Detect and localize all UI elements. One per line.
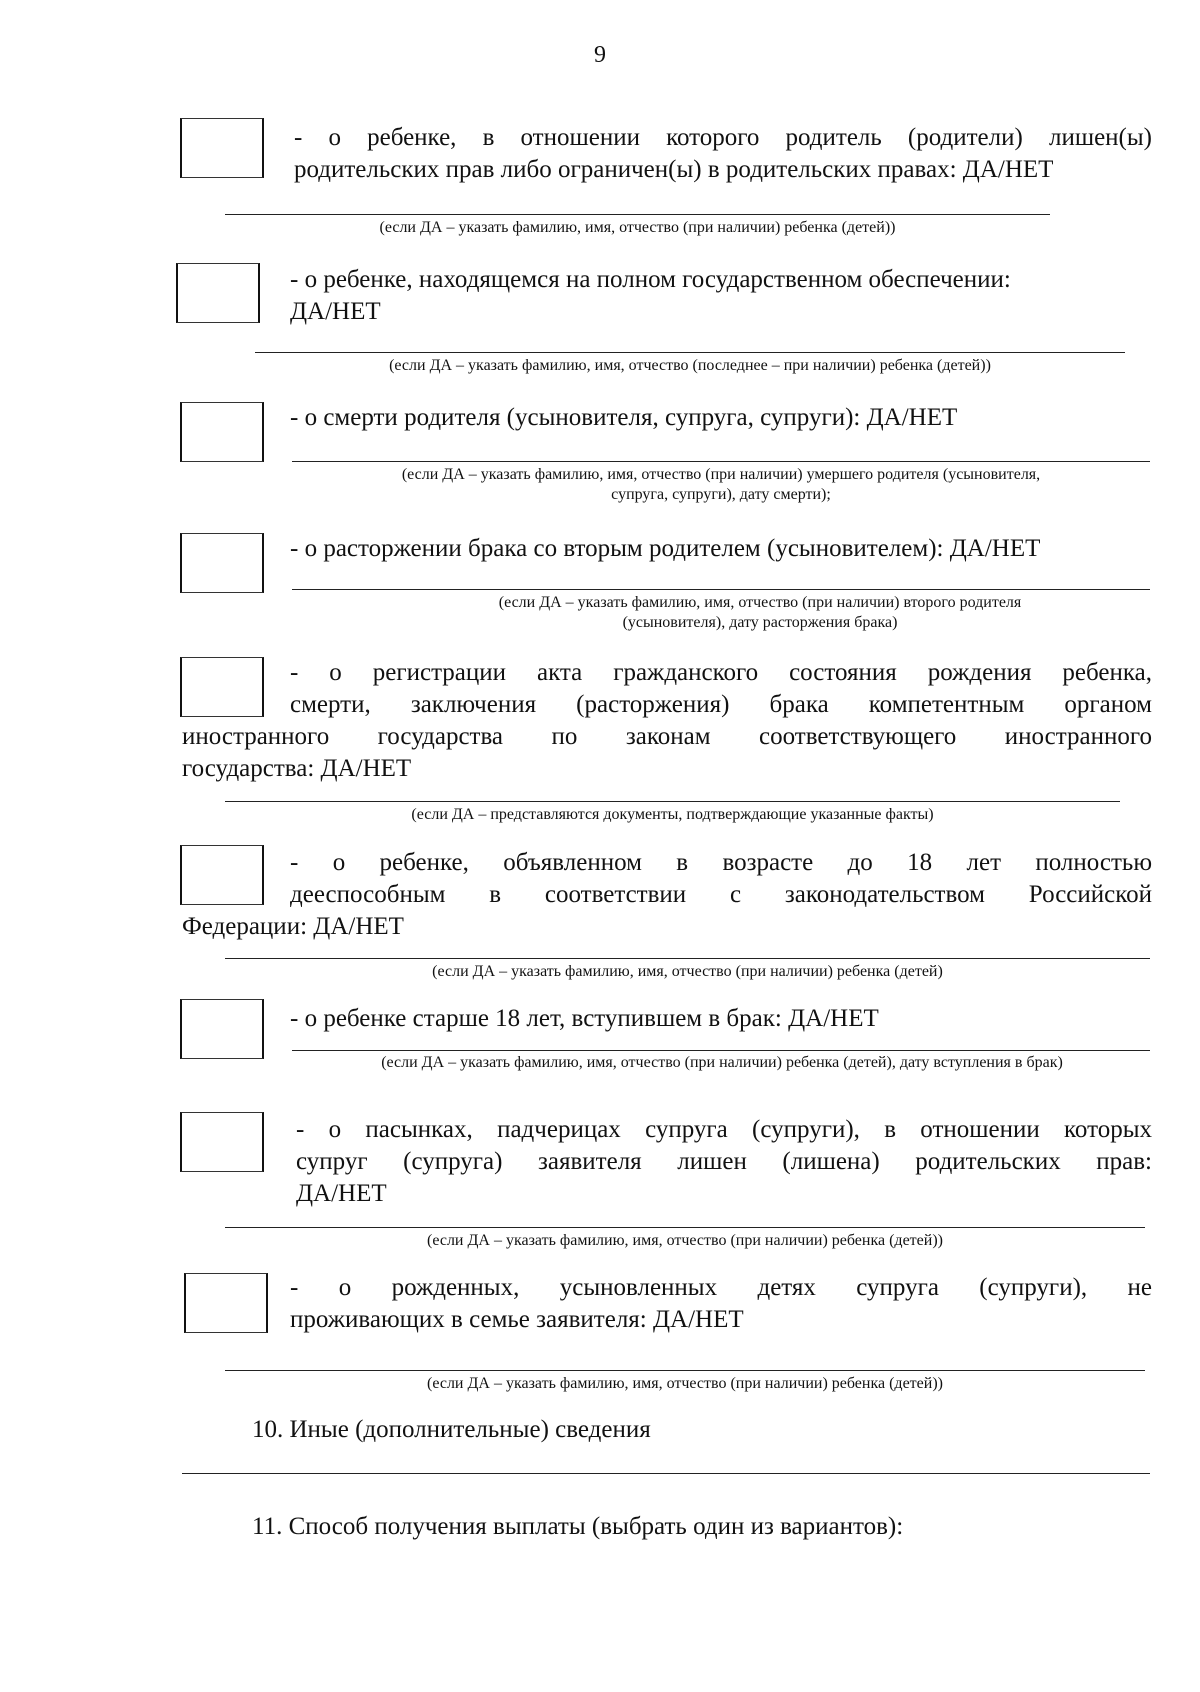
fill-line-item-5[interactable] — [225, 801, 1120, 802]
note-line: (если ДА – указать фамилию, имя, отчество (при наличии) ребенка (детей)) — [427, 1375, 943, 1392]
checkbox-item-8[interactable] — [180, 1112, 264, 1172]
item-6-note — [225, 962, 1150, 982]
item-line: - о смерти родителя (усыновителя, супруга, супруги): ДА/НЕТ — [290, 404, 958, 431]
note-line: (если ДА – указать фамилию, имя, отчество (последнее – при наличии) ребенка (детей)) — [389, 357, 991, 374]
checkbox-item-9[interactable] — [184, 1273, 268, 1333]
fill-line-item-2[interactable] — [255, 352, 1125, 353]
item-line: смерти, заключения (расторжения) брака компетентным органом — [290, 691, 1152, 718]
checkbox-item-7[interactable] — [180, 999, 264, 1059]
fill-line-item-8[interactable] — [225, 1227, 1145, 1228]
note-line: (если ДА – указать фамилию, имя, отчество (при наличии) ребенка (детей) — [432, 963, 943, 980]
item-8-note — [225, 1231, 1145, 1251]
item-line: - о ребенке, объявленном в возрасте до 18 лет полностью — [290, 849, 1152, 876]
item-line: ДА/НЕТ — [290, 298, 381, 325]
fill-line-item-1[interactable] — [225, 214, 1050, 215]
fill-line-item-4[interactable] — [292, 589, 1150, 590]
item-line: родительских прав либо ограничен(ы) в родительских правах: ДА/НЕТ — [294, 156, 1054, 183]
fill-line-item-3[interactable] — [292, 461, 1150, 462]
fill-line-item-6[interactable] — [225, 958, 1150, 959]
section-11-heading: 11. Способ получения выплаты (выбрать один из вариантов): — [252, 1513, 904, 1540]
note-line: (если ДА – указать фамилию, имя, отчество (при наличии) второго родителя — [498, 594, 1022, 611]
item-6-text — [182, 847, 1152, 943]
item-line: супруг (супруга) заявителя лишен (лишена) родительских прав: — [296, 1148, 1152, 1175]
item-5-note — [225, 805, 1120, 825]
item-line: - о ребенке старше 18 лет, вступившем в брак: ДА/НЕТ — [290, 1005, 879, 1032]
page-number: 9 — [594, 42, 606, 68]
item-line: - о ребенке, в отношении которого родитель (родители) лишен(ы) — [294, 124, 1152, 151]
fill-line-item-9[interactable] — [225, 1370, 1145, 1371]
item-9-note — [225, 1374, 1145, 1394]
checkbox-item-4[interactable] — [180, 533, 264, 593]
note-line: (если ДА – указать фамилию, имя, отчество (при наличии) умершего родителя (усыновителя, — [401, 466, 1041, 483]
fill-line-section-10[interactable] — [182, 1473, 1150, 1474]
item-5-text — [182, 657, 1152, 785]
item-line: Федерации: ДА/НЕТ — [182, 913, 404, 940]
item-line: ДА/НЕТ — [296, 1180, 387, 1207]
item-2-note — [255, 356, 1125, 376]
item-line: - о рожденных, усыновленных детях супруга (супруги), не — [290, 1274, 1152, 1301]
item-line: - о пасынках, падчерицах супруга (супруги), в отношении которых — [296, 1116, 1152, 1143]
checkbox-item-2[interactable] — [176, 263, 260, 323]
note-line: (усыновителя), дату расторжения брака) — [622, 614, 898, 631]
checkbox-item-1[interactable] — [180, 118, 264, 178]
item-7-note — [282, 1053, 1162, 1073]
item-2-text — [290, 264, 1152, 328]
item-line: - о регистрации акта гражданского состояния рождения ребенка, — [290, 659, 1152, 686]
item-line: государства: ДА/НЕТ — [182, 755, 412, 782]
item-line: - о расторжении брака со вторым родителем (усыновителем): ДА/НЕТ — [290, 535, 1041, 562]
note-line: (если ДА – представляются документы, подтверждающие указанные факты) — [411, 806, 934, 823]
note-line: (если ДА – указать фамилию, имя, отчество (при наличии) ребенка (детей)) — [379, 219, 896, 236]
note-line: супруга, супруги), дату смерти); — [611, 486, 831, 503]
note-line: (если ДА – указать фамилию, имя, отчество (при наличии) ребенка (детей), дату вступления в брак) — [381, 1054, 1063, 1071]
item-4-text — [290, 533, 1152, 565]
item-3-note — [292, 465, 1150, 505]
item-line: дееспособным в соответствии с законодательством Российской — [290, 881, 1152, 908]
note-line: (если ДА – указать фамилию, имя, отчество (при наличии) ребенка (детей)) — [427, 1232, 943, 1249]
item-line: иностранного государства по законам соответствующего иностранного — [182, 723, 1152, 750]
item-1-note — [225, 218, 1050, 238]
item-4-note — [410, 593, 1110, 633]
item-line: - о ребенке, находящемся на полном государственном обеспечении: — [290, 266, 1011, 293]
checkbox-item-3[interactable] — [180, 402, 264, 462]
item-8-text — [296, 1114, 1152, 1210]
item-3-text — [290, 402, 1152, 434]
section-10-heading: 10. Иные (дополнительные) сведения — [252, 1416, 651, 1443]
item-9-text — [290, 1272, 1152, 1336]
item-7-text — [290, 1003, 1152, 1035]
item-1-text — [294, 122, 1152, 186]
item-line: проживающих в семье заявителя: ДА/НЕТ — [290, 1306, 744, 1333]
fill-line-item-7[interactable] — [292, 1050, 1150, 1051]
